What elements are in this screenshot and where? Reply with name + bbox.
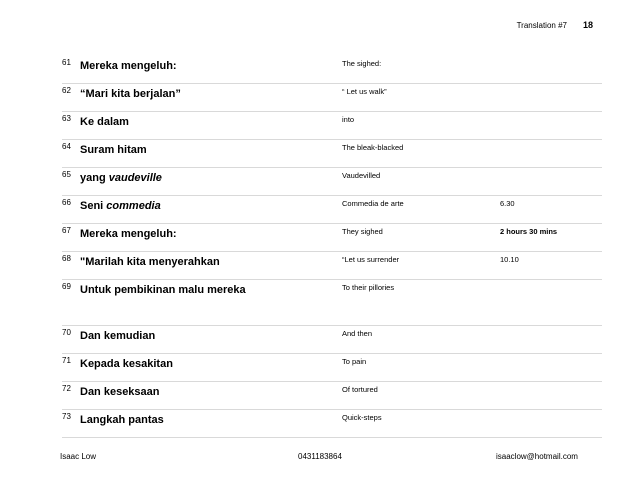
malay-text: Untuk pembikinan malu mereka: [80, 284, 246, 296]
author-name: Isaac Low: [60, 452, 97, 461]
line-number: 67: [62, 226, 71, 235]
table-row: [62, 382, 602, 410]
malay-text: Dan kemudian: [80, 330, 156, 342]
table-row: [62, 326, 602, 354]
time-note: 10.10: [500, 255, 519, 264]
english-text: Commedia de arte: [342, 199, 404, 208]
line-number: 69: [62, 282, 71, 291]
english-text: Quick-steps: [342, 413, 382, 422]
line-number: 72: [62, 384, 71, 393]
table-row: [62, 168, 602, 196]
line-number: 68: [62, 254, 71, 263]
malay-text: Mereka mengeluh:: [80, 60, 177, 72]
table-row: [62, 56, 602, 84]
malay-text: "Marilah kita menyerahkan: [80, 256, 220, 268]
english-text: The sighed:: [342, 59, 382, 68]
italic-term: commedia: [106, 200, 161, 212]
line-number: 73: [62, 412, 71, 421]
time-note: [500, 112, 590, 139]
malay-text: Kepada kesakitan: [80, 358, 173, 370]
english-text: To pain: [342, 357, 367, 366]
line-number: 70: [62, 328, 71, 337]
table-row: [62, 252, 602, 280]
time-note: 6.30: [500, 199, 515, 208]
time-note: [500, 326, 590, 353]
email-address: isaaclow@hotmail.com: [496, 452, 578, 461]
english-text: To their pillories: [342, 283, 395, 292]
time-note: [500, 280, 590, 325]
time-note: [500, 84, 590, 111]
line-number: 71: [62, 356, 71, 365]
malay-text: “Mari kita berjalan”: [80, 88, 181, 100]
time-note: [500, 140, 590, 167]
english-text: Vaudevilled: [342, 171, 381, 180]
table-row: [62, 84, 602, 112]
line-number: 65: [62, 170, 71, 179]
table-row: [62, 354, 602, 382]
table-row: [62, 140, 602, 168]
table-row: [62, 410, 602, 438]
page-header: [517, 21, 593, 30]
time-note: [500, 168, 590, 195]
translation-table: [62, 56, 602, 438]
table-row: [62, 112, 602, 140]
malay-text: Langkah pantas: [80, 414, 164, 426]
line-number: 62: [62, 86, 71, 95]
malay-text: Suram hitam: [80, 144, 147, 156]
english-text: into: [342, 115, 355, 124]
malay-text: yang vaudeville: [80, 172, 162, 184]
english-text: “ Let us walk”: [342, 87, 387, 96]
phone-number: 0431183864: [298, 452, 342, 461]
time-note: [500, 56, 590, 83]
line-number: 66: [62, 198, 71, 207]
english-text: Of tortured: [342, 385, 378, 394]
english-text: They sighed: [342, 227, 383, 236]
line-number: 64: [62, 142, 71, 151]
malay-text: Mereka mengeluh:: [80, 228, 177, 240]
english-text: “Let us surrender: [342, 255, 400, 264]
line-number: 63: [62, 114, 71, 123]
malay-text: Dan keseksaan: [80, 386, 160, 398]
malay-text: Ke dalam: [80, 116, 129, 128]
italic-term: vaudeville: [108, 172, 162, 184]
table-row: [62, 196, 602, 224]
time-note: 2 hours 30 mins: [500, 227, 558, 236]
table-row: [62, 280, 602, 326]
time-note: [500, 382, 590, 409]
time-note: [500, 410, 590, 437]
page-number: 18: [582, 20, 593, 30]
time-note: [500, 354, 590, 381]
line-number: 61: [62, 58, 71, 67]
table-row: [62, 224, 602, 252]
malay-text: Seni commedia: [80, 200, 161, 212]
english-text: And then: [342, 329, 373, 338]
document-title: Translation #7: [516, 21, 567, 30]
english-text: The bleak-blacked: [342, 143, 404, 152]
